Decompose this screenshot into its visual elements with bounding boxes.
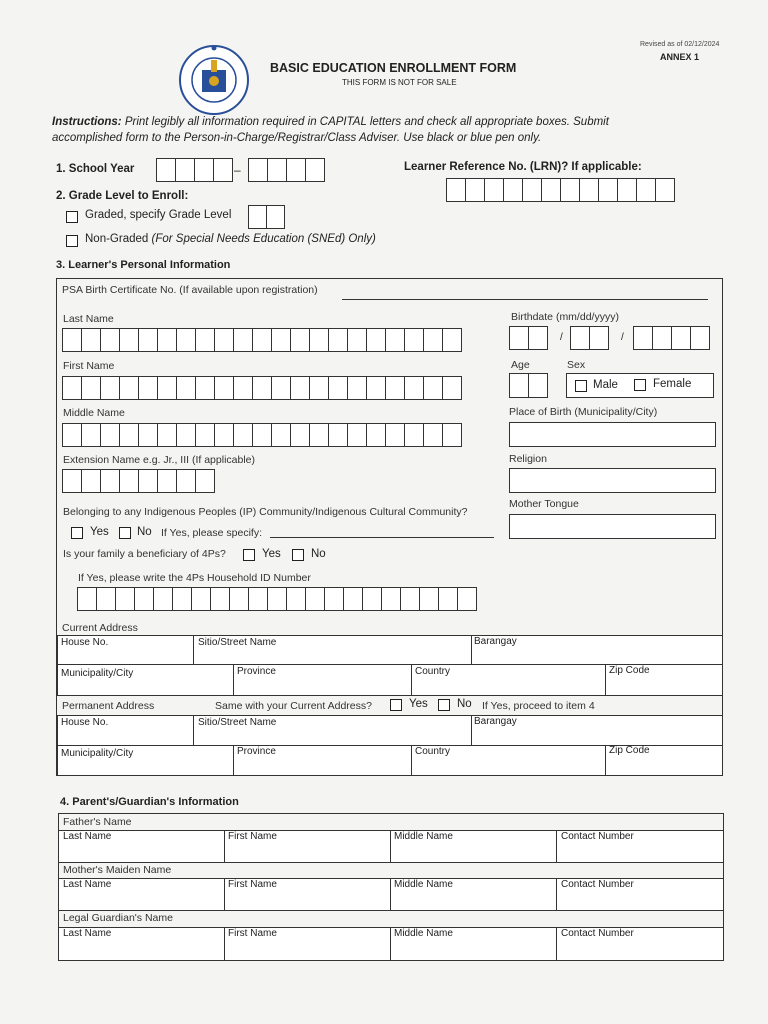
grade-level-boxes[interactable]: [248, 205, 285, 229]
same-address-no-label: No: [457, 698, 472, 710]
fourps-no-label: No: [311, 548, 326, 560]
psa-input-line[interactable]: [342, 299, 708, 300]
non-graded-note: (For Special Needs Education (SNEd) Only): [151, 233, 376, 245]
instructions-line2: accomplished form to the Person-in-Charge/Registrar/Class Adviser. Use black or blue pen only.: [52, 132, 542, 144]
ip-yes-checkbox[interactable]: [71, 527, 83, 539]
instructions: [52, 116, 609, 128]
fourps-question: Is your family a beneficiary of 4Ps?: [63, 548, 226, 560]
permanent-municipality-label: Municipality/City: [61, 748, 134, 759]
birthdate-slash-2: /: [621, 332, 624, 343]
last-name-label: Last Name: [63, 313, 114, 325]
birthdate-day-boxes[interactable]: [570, 326, 609, 350]
ip-specify-label: If Yes, please specify:: [161, 527, 262, 539]
guardian-name-label: Legal Guardian's Name: [63, 912, 173, 924]
father-last-name-label: Last Name: [63, 831, 112, 842]
guardian-last-name-label: Last Name: [63, 928, 112, 939]
birthdate-label: Birthdate (mm/dd/yyyy): [511, 311, 619, 323]
ip-no-checkbox[interactable]: [119, 527, 131, 539]
fourps-no-checkbox[interactable]: [292, 549, 304, 561]
revised-date: Revised as of 02/12/2024: [640, 41, 720, 48]
current-barangay-label: Barangay: [474, 636, 517, 647]
mother-tongue-input[interactable]: [509, 514, 716, 539]
graded-checkbox[interactable]: [66, 211, 78, 223]
seal-icon: [178, 44, 250, 116]
current-address-label: Current Address: [62, 622, 138, 634]
permanent-province-label: Province: [237, 746, 276, 757]
sex-label: Sex: [567, 359, 586, 371]
permanent-address-label: Permanent Address: [62, 700, 155, 712]
extension-boxes[interactable]: [62, 469, 215, 493]
form-title: BASIC EDUCATION ENROLLMENT FORM: [270, 61, 517, 75]
birthdate-slash-1: /: [560, 332, 563, 343]
parents-section-title: 4. Parent's/Guardian's Information: [60, 796, 239, 808]
birthdate-year-boxes[interactable]: [633, 326, 710, 350]
current-street-label: Sitio/Street Name: [198, 637, 277, 648]
female-label: Female: [653, 378, 692, 390]
current-municipality-label: Municipality/City: [61, 668, 134, 679]
non-graded-checkbox[interactable]: [66, 235, 78, 247]
permanent-zip-label: Zip Code: [609, 745, 650, 756]
father-name-label: Father's Name: [63, 816, 132, 828]
middle-name-label: Middle Name: [63, 407, 125, 419]
same-address-yes-label: Yes: [409, 698, 428, 710]
father-contact-label: Contact Number: [561, 831, 634, 842]
form-subtitle: THIS FORM IS NOT FOR SALE: [342, 78, 457, 87]
school-year-start-boxes[interactable]: [156, 158, 233, 182]
religion-label: Religion: [509, 453, 547, 465]
personal-info-section-title: 3. Learner's Personal Information: [56, 259, 231, 271]
school-year-label: 1. School Year: [56, 163, 135, 175]
first-name-label: First Name: [63, 360, 115, 372]
current-house-no-label: House No.: [61, 637, 109, 648]
graded-label: Graded, specify Grade Level: [85, 209, 232, 221]
non-graded-text: Non-Graded: [85, 233, 149, 245]
mother-tongue-label: Mother Tongue: [509, 498, 579, 510]
fourps-id-label: If Yes, please write the 4Ps Household ID Number: [78, 572, 311, 584]
place-of-birth-input[interactable]: [509, 422, 716, 447]
ip-no-label: No: [137, 526, 152, 538]
same-address-no-checkbox[interactable]: [438, 699, 450, 711]
female-checkbox[interactable]: [634, 379, 646, 391]
age-label: Age: [511, 359, 530, 371]
fourps-yes-checkbox[interactable]: [243, 549, 255, 561]
fourps-id-boxes[interactable]: [77, 587, 477, 611]
instructions-line1: Print legibly all information required in CAPITAL letters and check all appropriate boxes. Submit: [121, 116, 609, 128]
same-address-yes-checkbox[interactable]: [390, 699, 402, 711]
mother-contact-label: Contact Number: [561, 879, 634, 890]
middle-name-boxes[interactable]: [62, 423, 462, 447]
mother-last-name-label: Last Name: [63, 879, 112, 890]
guardian-contact-label: Contact Number: [561, 928, 634, 939]
father-first-name-label: First Name: [228, 831, 277, 842]
extension-label: Extension Name e.g. Jr., III (If applicable): [63, 454, 256, 466]
permanent-country-label: Country: [415, 746, 451, 757]
instructions-label: Instructions:: [52, 116, 122, 128]
male-checkbox[interactable]: [575, 380, 587, 392]
current-zip-label: Zip Code: [609, 665, 650, 676]
religion-input[interactable]: [509, 468, 716, 493]
mother-first-name-label: First Name: [228, 879, 277, 890]
male-label: Male: [593, 379, 618, 391]
deped-seal: [178, 44, 250, 116]
first-name-boxes[interactable]: [62, 376, 462, 400]
age-boxes[interactable]: [509, 373, 548, 398]
grade-level-label: 2. Grade Level to Enroll:: [56, 190, 189, 202]
school-year-end-boxes[interactable]: [248, 158, 325, 182]
annex-label: ANNEX 1: [660, 52, 700, 62]
birthdate-month-boxes[interactable]: [509, 326, 548, 350]
lrn-label: Learner Reference No. (LRN)? If applicable:: [404, 161, 642, 173]
guardian-first-name-label: First Name: [228, 928, 277, 939]
permanent-street-label: Sitio/Street Name: [198, 717, 277, 728]
ip-question: Belonging to any Indigenous Peoples (IP) Community/Indigenous Cultural Community?: [63, 506, 468, 518]
current-country-label: Country: [415, 666, 451, 677]
fourps-yes-label: Yes: [262, 548, 281, 560]
current-province-label: Province: [237, 666, 276, 677]
father-middle-name-label: Middle Name: [394, 831, 453, 842]
mother-middle-name-label: Middle Name: [394, 879, 453, 890]
proceed-note: If Yes, proceed to item 4: [482, 700, 595, 712]
permanent-house-no-label: House No.: [61, 717, 109, 728]
psa-label: PSA Birth Certificate No. (If available upon registration): [62, 284, 318, 296]
lrn-boxes[interactable]: [446, 178, 675, 202]
ip-specify-input-line[interactable]: [270, 537, 494, 538]
guardian-middle-name-label: Middle Name: [394, 928, 453, 939]
ip-yes-label: Yes: [90, 526, 109, 538]
same-address-question: Same with your Current Address?: [215, 700, 372, 712]
mother-name-label: Mother's Maiden Name: [63, 864, 172, 876]
place-of-birth-label: Place of Birth (Municipality/City): [509, 406, 658, 418]
permanent-barangay-label: Barangay: [474, 716, 517, 727]
non-graded-label: [85, 233, 376, 245]
school-year-dash: –: [234, 163, 241, 177]
last-name-boxes[interactable]: [62, 328, 462, 352]
